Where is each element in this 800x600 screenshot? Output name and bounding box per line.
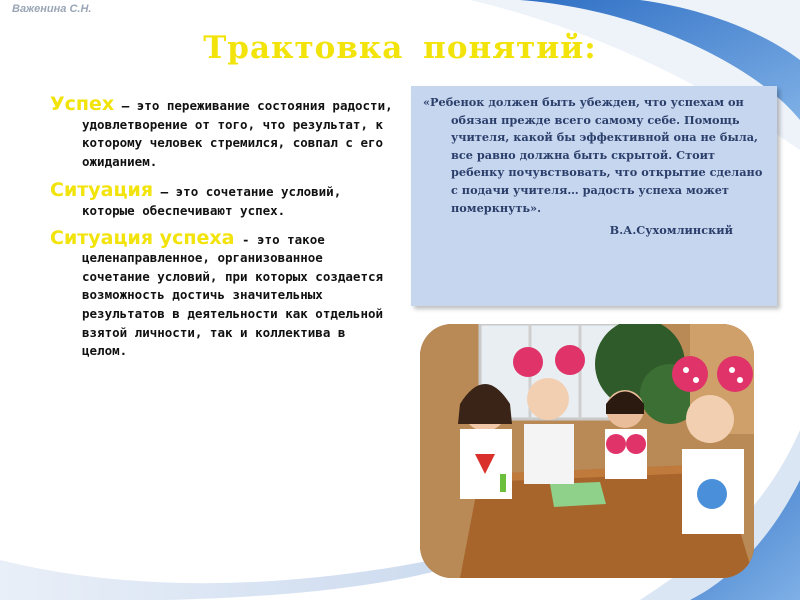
definitions-list <box>50 95 395 371</box>
definition-text: — это сочетание условий, которые обеспечивают успех. <box>82 184 342 218</box>
definition-text: — это переживание состояния радости, удовлетворение от того, что результат, к которому человек стремился, совпал с его ожиданием. <box>82 98 393 169</box>
photo-illustration <box>420 324 754 578</box>
classroom-photo <box>420 324 754 578</box>
definition-term: Успех <box>50 93 115 115</box>
definition-text: - это такое целенаправленное, организованное сочетание условий, при которых создается возможность достичь значительных результатов в деятельности как отдельной взятой личности, так и коллектива в целом. <box>82 231 384 359</box>
definition-term: Ситуация <box>50 179 154 202</box>
quote-text: «Ребенок должен быть убежден, что успехам он обязан прежде всего самому себе. Помощь учителя, какой бы эффективной она не была, все равно должна быть скрытой. Стоит ребенку почувствовать, что открытие сделано с подачи учителя… радость успеха может померкнуть». <box>423 95 763 215</box>
definition-item <box>50 95 395 171</box>
quote-box <box>411 86 777 306</box>
definition-item <box>50 181 395 220</box>
author-label: Важенина С.Н. <box>12 3 92 15</box>
page-title: Трактовка понятий: <box>203 30 597 66</box>
definition-item <box>50 226 395 361</box>
quote-author: В.А.Сухомлинский <box>609 223 733 238</box>
definition-term: Ситуация успеха <box>50 226 235 249</box>
